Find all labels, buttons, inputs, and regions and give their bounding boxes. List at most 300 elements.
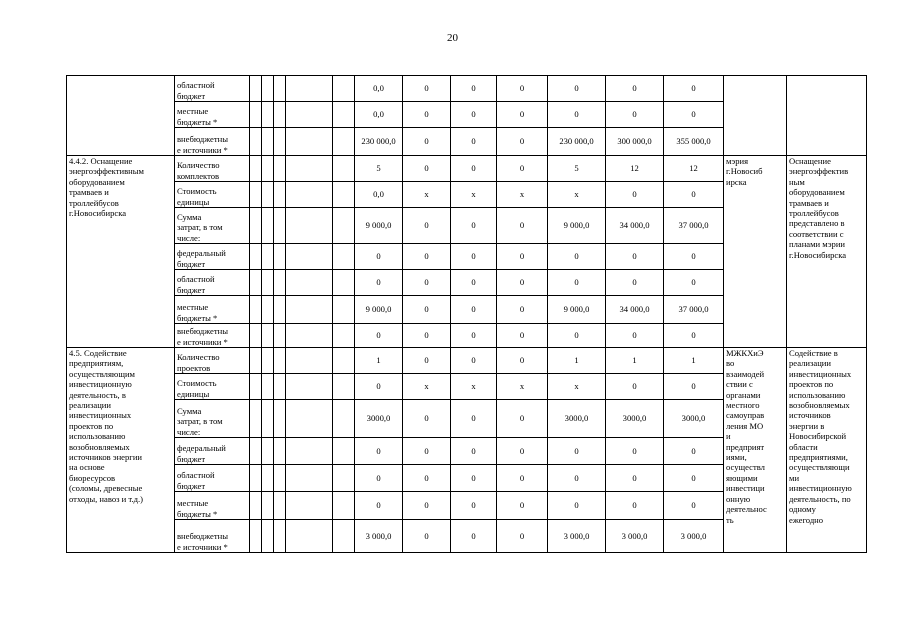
text-line: источников <box>789 410 831 421</box>
value-cell: 0 <box>403 244 451 270</box>
text-line: биоресурсов <box>69 472 116 483</box>
empty-cell <box>286 208 333 244</box>
text-line: энергоэффективным <box>69 166 144 177</box>
text-line: представлено в <box>789 218 845 229</box>
text-line: е источники * <box>177 541 228 552</box>
empty-cell <box>262 296 274 324</box>
text-line: самоупрaв <box>726 410 765 421</box>
empty-cell <box>250 156 262 182</box>
empty-cell <box>274 348 286 374</box>
text-line: деятельность, по <box>789 493 851 504</box>
text-line: внебюджетны <box>177 531 228 542</box>
text-line: числе: <box>177 232 201 243</box>
value-cell: 0 <box>664 76 724 102</box>
empty-cell <box>286 492 333 520</box>
text-line: Количество <box>177 160 220 171</box>
value-cell: 0 <box>497 270 548 296</box>
value-cell: 0 <box>606 182 664 208</box>
text-line: яющими <box>726 472 758 483</box>
value-cell: 0 <box>451 296 497 324</box>
text-line: Стоимость <box>177 186 217 197</box>
empty-cell <box>333 374 355 400</box>
text-line: предприятиям, <box>69 358 124 369</box>
value-cell: 0 <box>403 128 451 156</box>
text-line: федеральный <box>177 248 226 259</box>
value-cell: 0 <box>403 520 451 553</box>
value-cell: 0 <box>497 76 548 102</box>
text-line: ми <box>789 472 800 483</box>
value-cell: 0 <box>664 324 724 348</box>
value-cell: 3 000,0 <box>606 520 664 553</box>
text-line: троллейбусов <box>69 197 119 208</box>
value-cell: 0 <box>664 438 724 465</box>
value-cell: 5 <box>355 156 403 182</box>
indicator-label-cell <box>175 492 250 520</box>
indicator-label-cell <box>175 374 250 400</box>
empty-cell <box>333 156 355 182</box>
empty-cell <box>274 296 286 324</box>
value-cell: 34 000,0 <box>606 296 664 324</box>
value-cell: 0 <box>451 244 497 270</box>
text-line: е источники * <box>177 336 228 347</box>
value-cell: 0 <box>403 400 451 438</box>
value-cell: 0 <box>497 400 548 438</box>
text-line: деятельность, в <box>69 389 126 400</box>
value-cell: x <box>548 374 606 400</box>
empty-cell <box>274 102 286 128</box>
value-cell: 1 <box>606 348 664 374</box>
value-cell: 9 000,0 <box>355 296 403 324</box>
value-cell: 355 000,0 <box>664 128 724 156</box>
empty-cell <box>333 492 355 520</box>
text-line: числе: <box>177 426 201 437</box>
text-line: соответствии с <box>789 228 844 239</box>
value-cell: 3000,0 <box>355 400 403 438</box>
value-cell: 9 000,0 <box>548 296 606 324</box>
text-line: внебюджетны <box>177 134 228 145</box>
text-line: бюджет <box>177 90 206 101</box>
value-cell: 0 <box>606 374 664 400</box>
value-cell: 12 <box>664 156 724 182</box>
text-line: возобновляемых <box>69 441 130 452</box>
text-line: реализации <box>69 400 111 411</box>
empty-cell <box>262 520 274 553</box>
value-cell: 0 <box>355 270 403 296</box>
text-line: Количество <box>177 352 220 363</box>
text-line: одному <box>789 504 816 515</box>
empty-cell <box>274 520 286 553</box>
empty-cell <box>250 400 262 438</box>
empty-cell <box>262 208 274 244</box>
value-cell: 0 <box>497 156 548 182</box>
text-line: федеральный <box>177 443 226 454</box>
empty-cell <box>274 465 286 492</box>
empty-cell <box>274 156 286 182</box>
text-line: иями, <box>726 452 747 463</box>
value-cell: 0 <box>403 438 451 465</box>
text-line: ным <box>789 176 805 187</box>
indicator-label-cell <box>175 102 250 128</box>
text-line: затрат, в том <box>177 416 223 427</box>
empty-cell <box>262 156 274 182</box>
text-line: г.Новосибирска <box>789 249 847 260</box>
text-line: е источники * <box>177 144 228 155</box>
empty-cell <box>262 128 274 156</box>
empty-cell <box>333 244 355 270</box>
value-cell: 0 <box>403 465 451 492</box>
value-cell: 0 <box>403 492 451 520</box>
value-cell: 0 <box>548 102 606 128</box>
value-cell: 37 000,0 <box>664 296 724 324</box>
text-line: Оснащение <box>789 156 831 166</box>
indicator-label-cell <box>175 438 250 465</box>
expected-result-cell <box>787 76 867 156</box>
empty-cell <box>274 76 286 102</box>
indicator-label-cell <box>175 465 250 492</box>
value-cell: 0,0 <box>355 102 403 128</box>
empty-cell <box>333 296 355 324</box>
text-line: органами <box>726 389 761 400</box>
value-cell: 0 <box>497 208 548 244</box>
indicator-label-cell <box>175 156 250 182</box>
value-cell: 0 <box>355 324 403 348</box>
empty-cell <box>250 520 262 553</box>
value-cell: 1 <box>548 348 606 374</box>
text-line: Содействие в <box>789 348 838 358</box>
value-cell: 0 <box>497 324 548 348</box>
value-cell: 1 <box>355 348 403 374</box>
value-cell: 3 000,0 <box>548 520 606 553</box>
text-line: трамваев и <box>789 197 829 208</box>
value-cell: 0 <box>403 76 451 102</box>
empty-cell <box>262 324 274 348</box>
measure-name-cell <box>67 76 175 156</box>
value-cell: x <box>451 182 497 208</box>
text-line: местного <box>726 400 760 411</box>
text-line: осуществл <box>726 462 765 473</box>
text-line: ирска <box>726 176 747 187</box>
value-cell: 0 <box>497 128 548 156</box>
empty-cell <box>262 102 274 128</box>
text-line: Стоимость <box>177 378 217 389</box>
empty-cell <box>286 182 333 208</box>
empty-cell <box>274 324 286 348</box>
value-cell: 0 <box>451 156 497 182</box>
value-cell: 0 <box>403 348 451 374</box>
value-cell: 0 <box>606 76 664 102</box>
empty-cell <box>333 438 355 465</box>
text-line: использованию <box>69 431 126 442</box>
value-cell: 0 <box>451 128 497 156</box>
text-line: ления МО <box>726 420 764 431</box>
empty-cell <box>250 374 262 400</box>
value-cell: 9 000,0 <box>355 208 403 244</box>
empty-cell <box>274 492 286 520</box>
value-cell: 0 <box>664 374 724 400</box>
empty-cell <box>333 76 355 102</box>
value-cell: 0 <box>497 438 548 465</box>
indicator-label-cell <box>175 208 250 244</box>
indicator-label-cell <box>175 182 250 208</box>
value-cell: 0 <box>403 296 451 324</box>
empty-cell <box>262 270 274 296</box>
value-cell: 230 000,0 <box>548 128 606 156</box>
value-cell: 0 <box>548 438 606 465</box>
value-cell: 0 <box>451 348 497 374</box>
value-cell: 0,0 <box>355 76 403 102</box>
empty-cell <box>250 128 262 156</box>
value-cell: x <box>403 374 451 400</box>
empty-cell <box>262 374 274 400</box>
text-line: во <box>726 358 735 369</box>
value-cell: 0 <box>606 244 664 270</box>
value-cell: x <box>497 182 548 208</box>
text-line: местные <box>177 302 209 313</box>
text-line: деятельнос <box>726 504 767 515</box>
value-cell: 0 <box>664 492 724 520</box>
text-line: и <box>726 431 731 442</box>
empty-cell <box>286 374 333 400</box>
value-cell: 0 <box>664 182 724 208</box>
empty-cell <box>286 156 333 182</box>
empty-cell <box>262 348 274 374</box>
value-cell: 0 <box>403 102 451 128</box>
empty-cell <box>250 270 262 296</box>
text-line: бюджеты * <box>177 312 218 323</box>
empty-cell <box>333 520 355 553</box>
value-cell: 12 <box>606 156 664 182</box>
expected-result-cell <box>787 156 867 348</box>
executor-cell <box>724 156 787 348</box>
text-line: оборудованием <box>789 187 845 198</box>
empty-cell <box>250 244 262 270</box>
empty-cell <box>274 438 286 465</box>
indicator-label-cell <box>175 400 250 438</box>
empty-cell <box>333 128 355 156</box>
text-line: 4.4.2. Оснащение <box>69 156 133 166</box>
table-row <box>67 156 867 182</box>
empty-cell <box>274 270 286 296</box>
value-cell: 0 <box>606 438 664 465</box>
program-measures-table <box>66 75 867 553</box>
empty-cell <box>274 128 286 156</box>
empty-cell <box>262 492 274 520</box>
text-line: ежегодно <box>789 514 824 525</box>
empty-cell <box>274 374 286 400</box>
measure-name-cell <box>67 348 175 553</box>
value-cell: 3 000,0 <box>355 520 403 553</box>
text-line: осуществляющим <box>69 368 135 379</box>
text-line: трамваев и <box>69 187 109 198</box>
text-line: Новосибирской <box>789 431 847 442</box>
value-cell: 34 000,0 <box>606 208 664 244</box>
value-cell: 0 <box>451 520 497 553</box>
text-line: областной <box>177 80 215 91</box>
value-cell: 0 <box>548 76 606 102</box>
value-cell: 0 <box>548 492 606 520</box>
executor-cell <box>724 348 787 553</box>
text-line: инвестици <box>726 483 765 494</box>
value-cell: 0 <box>664 465 724 492</box>
text-line: ть <box>726 514 734 525</box>
text-line: предприятиями, <box>789 452 848 463</box>
text-line: единицы <box>177 196 210 207</box>
empty-cell <box>274 400 286 438</box>
text-line: энергии в <box>789 420 825 431</box>
text-line: проектов по <box>69 420 114 431</box>
empty-cell <box>262 400 274 438</box>
empty-cell <box>333 102 355 128</box>
value-cell: 0 <box>355 374 403 400</box>
value-cell: 3000,0 <box>548 400 606 438</box>
empty-cell <box>250 182 262 208</box>
value-cell: 0 <box>451 400 497 438</box>
text-line: планами мэрии <box>789 239 846 250</box>
text-line: реализации <box>789 358 831 369</box>
empty-cell <box>286 324 333 348</box>
text-line: бюджет <box>177 284 206 295</box>
value-cell: 0 <box>497 296 548 324</box>
text-line: инвестиционную <box>789 483 852 494</box>
table-row <box>67 348 867 374</box>
value-cell: 3 000,0 <box>664 520 724 553</box>
value-cell: 0 <box>606 270 664 296</box>
empty-cell <box>286 296 333 324</box>
value-cell: x <box>548 182 606 208</box>
value-cell: 0 <box>355 492 403 520</box>
empty-cell <box>262 76 274 102</box>
text-line: (соломы, древесные <box>69 483 143 494</box>
empty-cell <box>274 208 286 244</box>
text-line: ствии с <box>726 379 753 390</box>
empty-cell <box>262 244 274 270</box>
value-cell: 0 <box>548 324 606 348</box>
value-cell: 0 <box>664 102 724 128</box>
value-cell: 0 <box>451 324 497 348</box>
indicator-label-cell <box>175 244 250 270</box>
indicator-label-cell <box>175 348 250 374</box>
text-line: бюджет <box>177 480 206 491</box>
value-cell: x <box>403 182 451 208</box>
text-line: инвестиционных <box>69 410 132 421</box>
empty-cell <box>333 348 355 374</box>
value-cell: 0 <box>403 324 451 348</box>
value-cell: 0 <box>451 492 497 520</box>
text-line: 4.5. Содействие <box>69 348 127 358</box>
indicator-label-cell <box>175 324 250 348</box>
value-cell: 0 <box>403 208 451 244</box>
empty-cell <box>250 465 262 492</box>
table-row <box>67 76 867 102</box>
text-line: МЖКХиЭ <box>726 348 764 358</box>
empty-cell <box>333 208 355 244</box>
empty-cell <box>262 465 274 492</box>
value-cell: 0 <box>606 492 664 520</box>
empty-cell <box>250 492 262 520</box>
text-line: местные <box>177 106 209 117</box>
value-cell: 0 <box>606 324 664 348</box>
text-line: бюджеты * <box>177 116 218 127</box>
text-line: на основе <box>69 462 105 473</box>
value-cell: 0 <box>355 244 403 270</box>
text-line: инвестиционных <box>789 368 852 379</box>
text-line: бюджет <box>177 258 206 269</box>
value-cell: 3000,0 <box>664 400 724 438</box>
value-cell: 5 <box>548 156 606 182</box>
value-cell: 0 <box>451 465 497 492</box>
value-cell: 0 <box>451 76 497 102</box>
text-line: предприят <box>726 441 765 452</box>
empty-cell <box>250 348 262 374</box>
indicator-label-cell <box>175 270 250 296</box>
text-line: источников энергии <box>69 452 143 463</box>
value-cell: 0 <box>451 208 497 244</box>
value-cell: 0 <box>497 492 548 520</box>
empty-cell <box>262 182 274 208</box>
text-line: бюджет <box>177 453 206 464</box>
value-cell: 0 <box>403 156 451 182</box>
value-cell: 0,0 <box>355 182 403 208</box>
empty-cell <box>250 208 262 244</box>
text-line: проектов <box>177 362 211 373</box>
empty-cell <box>286 76 333 102</box>
measure-name-cell <box>67 156 175 348</box>
text-line: троллейбусов <box>789 208 839 219</box>
value-cell: 0 <box>548 270 606 296</box>
empty-cell <box>250 102 262 128</box>
empty-cell <box>286 244 333 270</box>
text-line: энергоэффектив <box>789 166 849 177</box>
empty-cell <box>250 296 262 324</box>
empty-cell <box>250 438 262 465</box>
value-cell: 1 <box>664 348 724 374</box>
empty-cell <box>286 438 333 465</box>
text-line: областной <box>177 274 215 285</box>
value-cell: 0 <box>451 270 497 296</box>
empty-cell <box>262 438 274 465</box>
indicator-label-cell <box>175 520 250 553</box>
value-cell: 9 000,0 <box>548 208 606 244</box>
text-line: отходы, навоз и т.д.) <box>69 493 144 504</box>
executor-cell <box>724 76 787 156</box>
empty-cell <box>250 324 262 348</box>
value-cell: 0 <box>497 465 548 492</box>
empty-cell <box>286 348 333 374</box>
value-cell: 300 000,0 <box>606 128 664 156</box>
empty-cell <box>286 465 333 492</box>
indicator-label-cell <box>175 296 250 324</box>
text-line: бюджеты * <box>177 508 218 519</box>
text-line: области <box>789 441 818 452</box>
text-line: использованию <box>789 389 846 400</box>
text-line: мэрия <box>726 156 749 166</box>
empty-cell <box>286 520 333 553</box>
value-cell: 37 000,0 <box>664 208 724 244</box>
text-line: единицы <box>177 388 210 399</box>
text-line: онную <box>726 493 751 504</box>
indicator-label-cell <box>175 76 250 102</box>
empty-cell <box>333 324 355 348</box>
text-line: г.Новосибирска <box>69 208 127 219</box>
page-number: 20 <box>447 32 458 44</box>
value-cell: 0 <box>548 244 606 270</box>
text-line: оборудованием <box>69 176 125 187</box>
empty-cell <box>333 400 355 438</box>
value-cell: 0 <box>664 270 724 296</box>
value-cell: 0 <box>403 270 451 296</box>
value-cell: 3000,0 <box>606 400 664 438</box>
text-line: областной <box>177 470 215 481</box>
